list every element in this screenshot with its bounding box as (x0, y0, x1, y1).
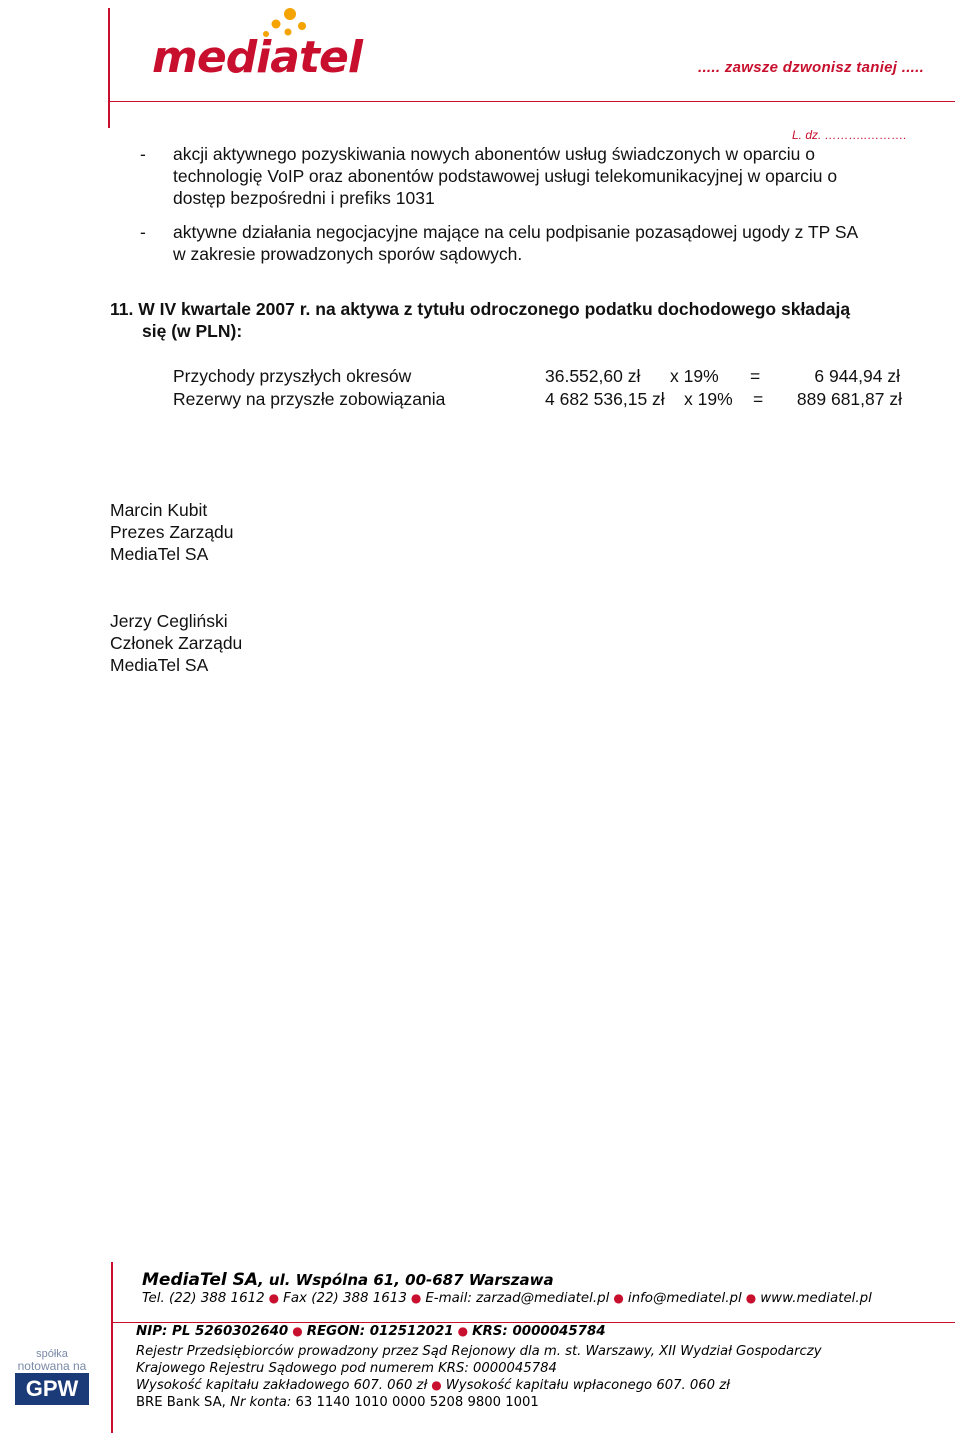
footer-nip: NIP: PL 5260302640 (136, 1324, 289, 1339)
logo-dot-large (284, 8, 296, 20)
row-2-amount: 4 682 536,15 zł (545, 389, 665, 409)
header-horizontal-rule (110, 101, 955, 102)
bullet-dash: - (140, 144, 146, 164)
bullet-icon: ● (457, 1324, 469, 1338)
footer-horizontal-rule (113, 1322, 955, 1323)
footer-info-email[interactable]: info@mediatel.pl (627, 1291, 742, 1306)
bullet-icon: ● (292, 1324, 303, 1338)
bullet-icon: ● (431, 1378, 442, 1392)
footer-tel: Tel. (22) 388 1612 (142, 1291, 265, 1306)
bullet-1-line-1: akcji aktywnego pozyskiwania nowych abonentów usług świadczonych w oparciu o (173, 144, 816, 164)
slogan: ..... zawsze dzwonisz taniej ..... (698, 59, 925, 76)
signatory-1-name: Marcin Kubit (110, 500, 208, 520)
footer-fax: Fax (22) 388 1613 (283, 1291, 407, 1306)
footer-contact-line (142, 1291, 872, 1306)
footer-website[interactable]: www.mediatel.pl (760, 1291, 872, 1306)
reference-number: L. dz. ………..………. (792, 128, 907, 142)
footer-capital-line (136, 1378, 730, 1393)
gpw-badge-logo: GPW (25, 1376, 79, 1401)
row-1-equals: = (750, 366, 761, 386)
row-1-label: Przychody przyszłych okresów (173, 366, 412, 386)
signatory-1-company: MediaTel SA (110, 544, 209, 564)
footer-address-line (142, 1270, 554, 1290)
footer-krs: KRS: 0000045784 (472, 1324, 606, 1339)
footer-capital-2: Wysokość kapitału wpłaconego 607. 060 zł (445, 1378, 730, 1393)
bullet-icon: ● (410, 1291, 422, 1305)
bullet-2-line-2: w zakresie prowadzonych sporów sądowych. (173, 244, 523, 264)
bullet-2-line-1: aktywne działania negocjacyjne mające na celu podpisanie pozasądowej ugody z TP SA (173, 222, 859, 242)
footer-bank-line (136, 1395, 539, 1410)
footer-account-label: Nr konta: (230, 1395, 296, 1410)
signatory-2-company: MediaTel SA (110, 655, 209, 675)
mediatel-logo (150, 4, 420, 80)
section-11-heading-line-1: 11. W IV kwartale 2007 r. na aktywa z tytułu odroczonego podatku dochodowego składają (110, 299, 851, 319)
gpw-badge-line-2: notowana na (17, 1359, 87, 1373)
signatory-2-title: Członek Zarządu (110, 633, 243, 653)
row-1-rate: x 19% (670, 366, 719, 386)
footer-vertical-rule (111, 1262, 113, 1433)
footer-rejestr-2: Krajowego Rejestru Sądowego pod numerem KRS: 0000045784 (136, 1361, 557, 1376)
row-2-label: Rezerwy na przyszłe zobowiązania (173, 389, 446, 409)
row-1-result: 6 944,94 zł (814, 366, 900, 386)
bullet-dash: - (140, 222, 146, 242)
gpw-badge-line-1: spółka (36, 1348, 68, 1360)
header-vertical-rule (108, 8, 110, 128)
signatory-2-name: Jerzy Cegliński (110, 611, 228, 631)
section-11-heading-line-2: się (w PLN): (142, 321, 243, 341)
footer-account-number: 63 1140 1010 0000 5208 9800 1001 (295, 1395, 539, 1410)
bullet-1-line-3: dostęp bezpośredni i prefiks 1031 (173, 188, 435, 208)
bullet-icon: ● (745, 1291, 757, 1305)
bullet-1-line-2: technologię VoIP oraz abonentów podstawowej usługi telekomunikacyjnej w oparciu o (173, 166, 838, 186)
row-1-amount: 36.552,60 zł (545, 366, 641, 386)
row-2-result: 889 681,87 zł (796, 389, 902, 409)
footer-registration-line (136, 1324, 606, 1339)
row-2-equals: = (753, 389, 764, 409)
signatory-1-title: Prezes Zarządu (110, 522, 234, 542)
row-2-rate: x 19% (684, 389, 733, 409)
footer-company: MediaTel SA (142, 1270, 258, 1290)
logo-dot (272, 20, 281, 29)
bullet-icon: ● (613, 1291, 624, 1305)
bullet-icon: ● (268, 1291, 280, 1305)
footer-email[interactable]: E-mail: zarzad@mediatel.pl (425, 1291, 610, 1306)
footer-rejestr-1: Rejestr Przedsiębiorców prowadzony przez Sąd Rejonowy dla m. st. Warszawy, XII Wydział Gospodarczy (136, 1344, 822, 1359)
footer-bank: BRE Bank SA, (136, 1395, 231, 1410)
footer-capital-1: Wysokość kapitału zakładowego 607. 060 zł (136, 1378, 428, 1393)
footer-regon: REGON: 012512021 (306, 1324, 454, 1339)
logo-dot (298, 22, 306, 30)
footer-address: , ul. Wspólna 61, 00-687 Warszawa (258, 1271, 554, 1289)
logo-wordmark: mediatel (152, 32, 362, 80)
